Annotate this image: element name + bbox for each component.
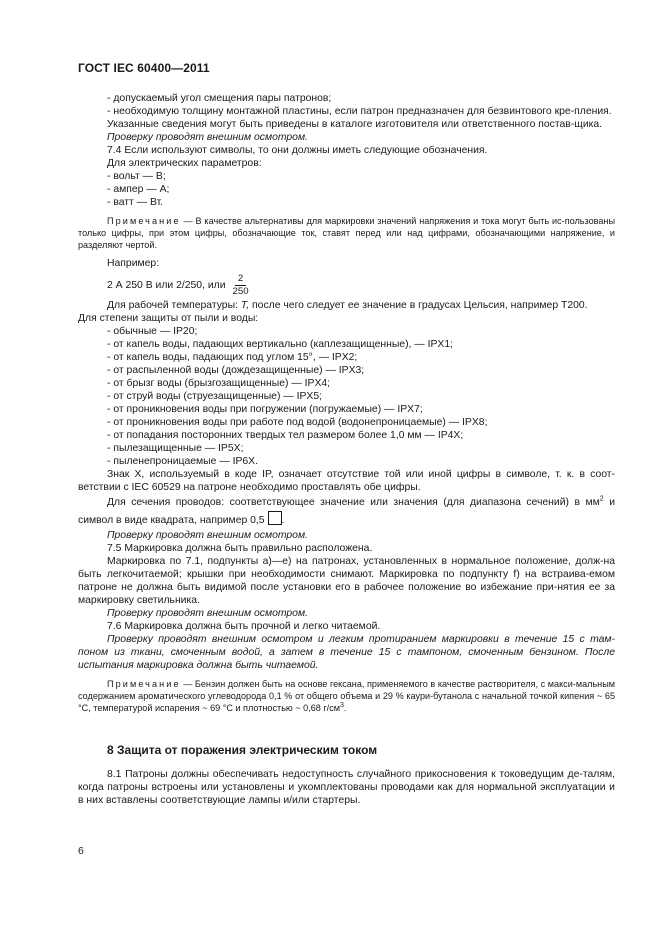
text: после чего следует ее значение в градусах Цельсия, например Т200.	[249, 299, 588, 311]
note-text: — Бензин должен быть на основе гексана, применяемого в качестве растворителя, с макси-мальным содержанием ароматического углеводорода 0,1 % от общего объема и 29 % каури-бутанола с начальной точкой кипения ~ 65 °С, температурой испарения ~ 69 °С и плотностью ~ 0,68 г/см	[78, 678, 615, 714]
check-note: Проверку проводят внешним осмотром.	[107, 529, 308, 541]
note-text: — В качестве альтернативы для маркировки значений напряжения и тока могут быть ис-пользованы только цифры, при этом цифры, обозначающие ток, ставят перед или над цифрами, обозначающими напряжение, и разделяют чертой.	[78, 216, 615, 251]
superscript: 3	[340, 701, 344, 709]
symbol-t: Т,	[240, 299, 250, 311]
paragraph: Знак X, используемый в коде IP, означает отсутствие той или иной цифры в символе, т. к. в соот-ветствии с IEC 60529 на патроне необходимо проставлять обе цифры.	[78, 468, 615, 493]
list-item: - от брызг воды (брызгозащищенные) — IPX4;	[107, 377, 331, 389]
list-item: - пылезащищенные — IP5X;	[107, 442, 244, 454]
list-item: - обычные — IP20;	[107, 325, 198, 337]
list-item: - от струй воды (струезащищенные) — IPX5;	[107, 390, 322, 402]
list-item: - от проникновения воды при работе под водой (водонепроницаемые) — IPX8;	[107, 416, 488, 428]
text: .	[281, 514, 285, 526]
list-item: - от капель воды, падающих под углом 15°, — IPX2;	[107, 351, 358, 363]
text: Для сечения проводов: соответствующее значение или значения (для диапазона сечений) в мм	[107, 496, 600, 508]
list-item: - от попадания посторонних твердых тел размером более 1,0 мм — IP4X;	[107, 429, 464, 441]
clause-7-5: 7.5 Маркировка должна быть правильно расположена.	[107, 542, 373, 554]
list-item: - от капель воды, падающих вертикально (каплезащищенные), — IPX1;	[107, 338, 453, 350]
fraction-numerator: 2	[235, 274, 246, 286]
paragraph: Для электрических параметров:	[107, 158, 262, 169]
list-item: - от проникновения воды при погружении (погружаемые) — IPX7;	[107, 403, 423, 415]
example-row	[78, 272, 615, 299]
paragraph: Указанные сведения могут быть приведены в каталоге изготовителя или ответственного постав-щика.	[107, 119, 603, 130]
note-label: Примечание	[107, 678, 181, 689]
list-item: - от распыленной воды (дождезащищенные) — IPX3;	[107, 364, 365, 376]
clause-7-4: 7.4 Если используют символы, то они должны иметь следующие обозначения.	[107, 145, 488, 156]
fraction-denominator: 250	[232, 285, 249, 297]
document-body	[78, 92, 615, 807]
list-item: - необходимую толщину монтажной пластины, если патрон предназначен для безвинтового кре-пления.	[107, 106, 612, 117]
note-2	[78, 678, 615, 715]
check-note: Проверку проводят внешним осмотром.	[107, 607, 308, 619]
paragraph: Например:	[107, 257, 160, 269]
superscript: 2	[599, 495, 604, 503]
check-note: Проверку проводят внешним осмотром.	[107, 132, 308, 143]
fraction	[230, 274, 252, 297]
paragraph: Для степени защиты от пыли и воды:	[78, 312, 259, 324]
page-number: 6	[78, 846, 84, 857]
check-note: Проверку проводят внешним осмотром и легким протиранием маркировки в течение 15 с там-поном из ткани, смоченным водой, а затем в течение 15 с тампоном, смоченным бензином. После испытания маркировка должна быть читаемой.	[78, 633, 615, 671]
paragraph	[78, 494, 615, 529]
square-symbol-icon	[268, 511, 282, 525]
list-item: - ватт — Вт.	[107, 197, 164, 208]
list-item: - вольт — В;	[107, 171, 166, 182]
note-1	[78, 215, 615, 252]
list-item: - ампер — А;	[107, 184, 170, 195]
text: и символ в виде квадрата, например 0,5	[78, 496, 615, 526]
paragraph	[78, 299, 615, 312]
text: Для рабочей температуры:	[107, 299, 241, 311]
section-8-title: 8 Защита от поражения электрическим током	[107, 743, 378, 758]
clause-7-6: 7.6 Маркировка должна быть прочной и легко читаемой.	[107, 620, 381, 632]
example-text: 2 А 250 В или 2/250, или	[107, 279, 226, 291]
list-item: - пыленепроницаемые — IP6X.	[107, 455, 259, 467]
list-item: - допускаемый угол смещения пары патронов;	[107, 93, 332, 104]
clause-8-1: 8.1 Патроны должны обеспечивать недоступность случайного прикосновения к токоведущим де-талям, когда патроны встроены или установлены и укомплектованы проводами как для нормальной эксплуатации и в них вставлены соответствующие лампы и/или стартеры.	[78, 769, 615, 807]
paragraph: Маркировка по 7.1, подпункты а)—е) на патронах, установленных в нормальное положение, долж-на быть легкочитаемой; крышки при необходимости снимают. Маркировка по подпункту f) на встраива-емом патроне не должна быть видимой после установки его в рабочее положение во избежание при-нятия ее за маркировку светильника.	[78, 555, 615, 606]
standard-header: ГОСТ IEC 60400—2011	[78, 61, 210, 75]
note-text: .	[343, 703, 347, 714]
note-label: Примечание	[107, 216, 181, 226]
